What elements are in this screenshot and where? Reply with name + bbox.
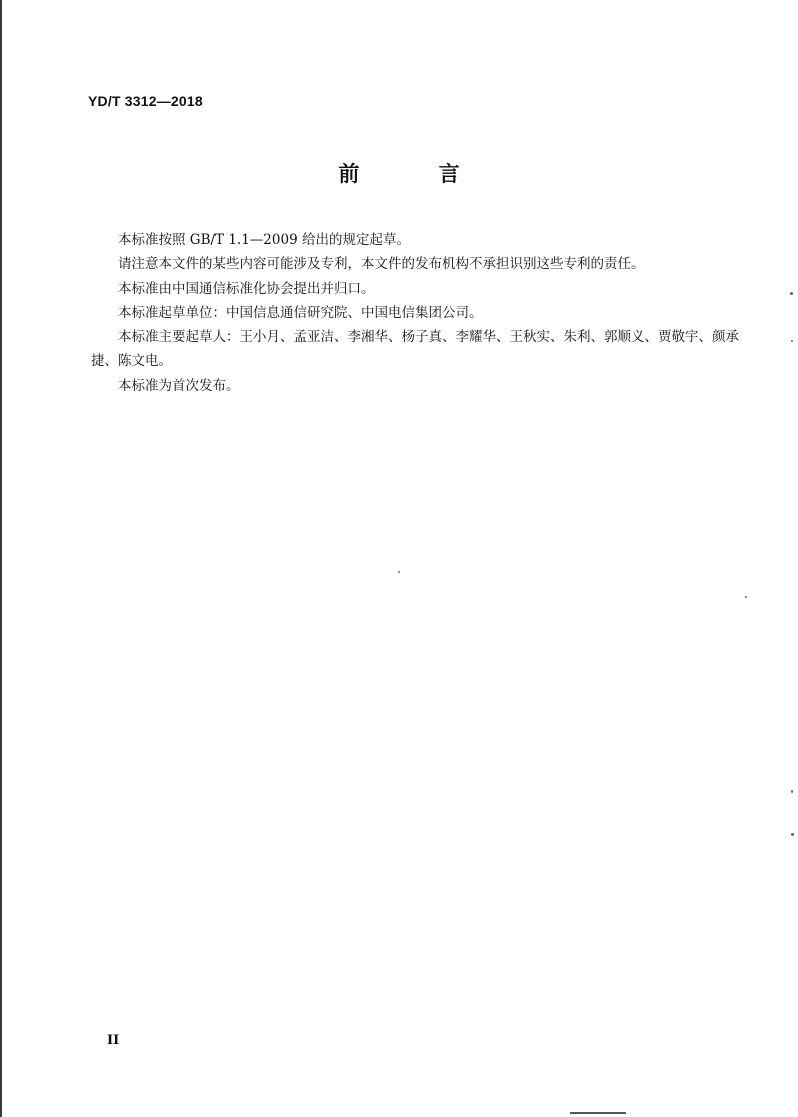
scan-speck <box>398 571 400 573</box>
foreword-body <box>91 228 741 398</box>
page-number: II <box>107 1033 120 1048</box>
paragraph-drafting-units: 本标准起草单位：中国信息通信研究院、中国电信集团公司。 <box>118 304 483 321</box>
scan-speck <box>791 790 793 793</box>
page-title: 前 言 <box>338 162 496 186</box>
paragraph-patent-notice: 请注意本文件的某些内容可能涉及专利，本文件的发布机构不承担识别这些专利的责任。 <box>118 256 645 273</box>
paragraph-proposer: 本标准由中国通信标准化协会提出并归口。 <box>118 280 375 297</box>
scan-speck <box>791 340 793 342</box>
standard-code-header: YD/T 3312—2018 <box>88 93 203 109</box>
scan-speck <box>791 833 794 836</box>
bottom-edge-mark <box>570 1112 626 1114</box>
paragraph-drafters: 本标准主要起草人：王小月、孟亚洁、李湘华、杨子真、李耀华、王秋实、朱利、郭顺义、贾敬宇、颜承捷、陈文电。 <box>91 329 739 370</box>
scan-speck <box>790 292 793 295</box>
paragraph-first-release: 本标准为首次发布。 <box>118 377 240 394</box>
scan-speck <box>745 596 747 598</box>
paragraph-drafting-rules: 本标准按照 GB/T 1.1—2009 给出的规定起草。 <box>118 232 410 248</box>
